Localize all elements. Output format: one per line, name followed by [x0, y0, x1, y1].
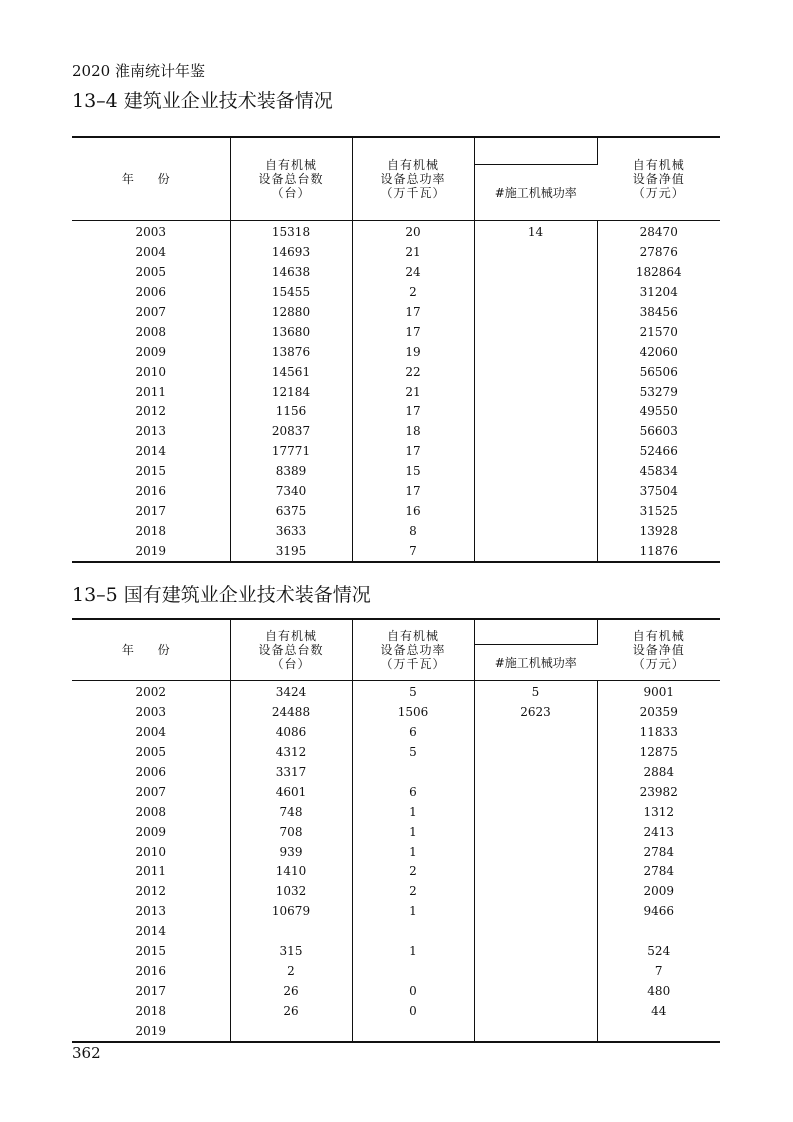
table-row: [72, 362, 720, 382]
cell-construction-power: [474, 743, 597, 763]
cell-net-value: 38456: [639, 305, 678, 319]
cell-year: 2009: [72, 342, 230, 362]
cell-power: 16: [352, 501, 474, 521]
cell-power: 15: [352, 462, 474, 482]
cell-power: 1: [352, 842, 474, 862]
cell-net-value: 37504: [639, 484, 678, 499]
table-row: [72, 482, 720, 502]
cell-net-value: 524: [647, 944, 671, 959]
cell-net-value: 11876: [597, 541, 720, 562]
header-year: 年 份: [72, 137, 230, 221]
header-machines: 自有机械 设备总台数 （台）: [230, 619, 352, 681]
cell-construction-power: [474, 1021, 597, 1042]
cell-year: 2015: [72, 942, 230, 962]
cell-net-value: 52466: [639, 444, 678, 459]
table-row: [72, 723, 720, 743]
cell-power: 2: [352, 283, 474, 303]
cell-year: 2011: [72, 862, 230, 882]
cell-machines: 13680: [230, 322, 352, 342]
cell-year: 2010: [72, 842, 230, 862]
cell-machines: 4086: [230, 723, 352, 743]
cell-year: 2018: [72, 1001, 230, 1021]
cell-machines: 12184: [230, 382, 352, 402]
cell-construction-power: [474, 402, 597, 422]
cell-net-value: 53279: [639, 384, 678, 399]
cell-net-value: 31525: [639, 503, 678, 518]
cell-year: 2018: [72, 521, 230, 541]
cell-construction-power: [474, 322, 597, 342]
cell-year: 2006: [72, 763, 230, 783]
table-row: [72, 283, 720, 303]
cell-net-value: 2784: [643, 844, 675, 859]
cell-year: 2016: [72, 482, 230, 502]
cell-year: 2008: [72, 322, 230, 342]
cell-machines: 4312: [230, 743, 352, 763]
cell-machines: [230, 1021, 352, 1042]
cell-machines: 748: [230, 802, 352, 822]
cell-net-value: 20359: [639, 705, 678, 720]
cell-year: 2012: [72, 402, 230, 422]
cell-machines: 7340: [230, 482, 352, 502]
cell-year: 2013: [72, 422, 230, 442]
cell-year: 2013: [72, 902, 230, 922]
cell-machines: 15455: [230, 283, 352, 303]
cell-net-value: 45834: [639, 464, 678, 479]
cell-year: 2006: [72, 283, 230, 303]
cell-construction-power: [474, 802, 597, 822]
cell-power: 1: [352, 822, 474, 842]
cell-construction-power: [474, 541, 597, 562]
cell-power: 5: [352, 681, 474, 703]
cell-net-value: 2009: [643, 884, 675, 899]
cell-construction-power: [474, 362, 597, 382]
header-net-value: 自有机械 设备净值 （万元）: [597, 619, 720, 681]
cell-power: 21: [352, 243, 474, 263]
cell-net-value: 56603: [639, 424, 678, 439]
cell-year: 2010: [72, 362, 230, 382]
cell-construction-power: [474, 942, 597, 962]
cell-construction-power: [474, 723, 597, 743]
cell-power: 6: [352, 723, 474, 743]
header-machines: 自有机械 设备总台数 （台）: [230, 137, 352, 221]
cell-net-value: 11833: [639, 725, 678, 740]
header-power: 自有机械 设备总功率 （万千瓦）: [352, 137, 474, 221]
cell-machines: 8389: [230, 462, 352, 482]
table-row: [72, 342, 720, 362]
cell-construction-power: [474, 482, 597, 502]
cell-power: 1: [352, 802, 474, 822]
cell-construction-power: [474, 961, 597, 981]
cell-net-value: 1312: [643, 804, 675, 819]
header-blank: [474, 137, 597, 165]
cell-net-value: 23982: [639, 784, 678, 799]
cell-construction-power: [474, 243, 597, 263]
running-head: 2020 淮南统计年鉴: [72, 62, 205, 80]
cell-year: 2003: [72, 221, 230, 243]
table-row: [72, 961, 720, 981]
cell-machines: 13876: [230, 342, 352, 362]
cell-power: [352, 922, 474, 942]
table-row: [72, 221, 720, 243]
cell-machines: 1410: [230, 862, 352, 882]
table-row: [72, 882, 720, 902]
cell-construction-power: [474, 922, 597, 942]
table-row: [72, 822, 720, 842]
cell-year: 2019: [72, 541, 230, 562]
cell-year: 2019: [72, 1021, 230, 1042]
cell-year: 2014: [72, 442, 230, 462]
cell-machines: 3195: [230, 541, 352, 562]
cell-net-value: [597, 1021, 720, 1042]
cell-machines: 6375: [230, 501, 352, 521]
cell-machines: 14638: [230, 263, 352, 283]
table-13-4: [72, 136, 720, 563]
cell-construction-power: [474, 782, 597, 802]
cell-year: 2012: [72, 882, 230, 902]
cell-power: 22: [352, 362, 474, 382]
table-row: [72, 263, 720, 283]
header-construction-power: #施工机械功率: [474, 165, 597, 221]
cell-machines: 315: [230, 942, 352, 962]
table-row: [72, 942, 720, 962]
cell-power: 17: [352, 322, 474, 342]
cell-construction-power: [474, 442, 597, 462]
table-row: [72, 981, 720, 1001]
table-row: [72, 442, 720, 462]
table-title-13-5: 13–5 国有建筑业企业技术装备情况: [72, 584, 371, 606]
cell-machines: 3317: [230, 763, 352, 783]
table-row: [72, 243, 720, 263]
cell-construction-power: [474, 263, 597, 283]
cell-machines: 12880: [230, 303, 352, 323]
cell-construction-power: [474, 1001, 597, 1021]
table-row: [72, 521, 720, 541]
cell-power: 21: [352, 382, 474, 402]
cell-year: 2005: [72, 743, 230, 763]
cell-power: [352, 961, 474, 981]
cell-machines: 2: [230, 961, 352, 981]
cell-construction-power: [474, 882, 597, 902]
cell-net-value: 56506: [639, 364, 678, 379]
cell-year: 2017: [72, 501, 230, 521]
table-row: [72, 501, 720, 521]
cell-power: 0: [352, 981, 474, 1001]
cell-net-value: 182864: [635, 265, 682, 280]
cell-machines: 4601: [230, 782, 352, 802]
cell-construction-power: [474, 902, 597, 922]
table-row: [72, 382, 720, 402]
cell-construction-power: [474, 382, 597, 402]
table-title-13-4: 13–4 建筑业企业技术装备情况: [72, 90, 333, 112]
table-13-5: [72, 618, 720, 1043]
cell-power: [352, 1021, 474, 1042]
cell-year: 2004: [72, 723, 230, 743]
cell-net-value: 12875: [639, 745, 678, 760]
cell-construction-power: 14: [474, 221, 597, 243]
cell-construction-power: [474, 283, 597, 303]
cell-net-value: 44: [651, 1003, 667, 1018]
page-number: 362: [72, 1044, 101, 1062]
cell-net-value: 21570: [639, 324, 678, 339]
table-row: [72, 782, 720, 802]
cell-power: 17: [352, 442, 474, 462]
cell-machines: 14561: [230, 362, 352, 382]
cell-year: 2009: [72, 822, 230, 842]
cell-power: 1: [352, 942, 474, 962]
cell-machines: 1156: [230, 402, 352, 422]
cell-machines: 708: [230, 822, 352, 842]
table-row: [72, 1001, 720, 1021]
cell-net-value: 2784: [643, 864, 675, 879]
cell-year: 2005: [72, 263, 230, 283]
table-row: [72, 402, 720, 422]
cell-power: 5: [352, 743, 474, 763]
cell-machines: [230, 922, 352, 942]
table-row: [72, 902, 720, 922]
cell-net-value: 27876: [639, 245, 678, 260]
table-row: [72, 802, 720, 822]
cell-net-value: 28470: [639, 225, 678, 240]
cell-power: 19: [352, 342, 474, 362]
cell-net-value: 31204: [639, 285, 678, 300]
cell-power: 1506: [352, 703, 474, 723]
table-row: [72, 462, 720, 482]
cell-year: 2002: [72, 681, 230, 703]
table-row: [72, 922, 720, 942]
cell-net-value: 480: [647, 983, 671, 998]
cell-year: 2008: [72, 802, 230, 822]
header-blank: [474, 619, 597, 645]
cell-machines: 15318: [230, 221, 352, 243]
cell-construction-power: [474, 862, 597, 882]
header-net-value: 自有机械 设备净值 （万元）: [597, 137, 720, 221]
cell-net-value: 2884: [643, 765, 675, 779]
table-row: [72, 703, 720, 723]
cell-year: 2007: [72, 303, 230, 323]
cell-power: 6: [352, 782, 474, 802]
header-year: 年 份: [72, 619, 230, 681]
cell-construction-power: [474, 763, 597, 783]
table-row: [72, 862, 720, 882]
cell-machines: 26: [230, 1001, 352, 1021]
cell-year: 2017: [72, 981, 230, 1001]
cell-power: 7: [352, 541, 474, 562]
table-row: [72, 681, 720, 703]
cell-construction-power: [474, 822, 597, 842]
cell-net-value: 13928: [639, 523, 678, 538]
table-row: [72, 1021, 720, 1042]
cell-construction-power: [474, 521, 597, 541]
table-row: [72, 541, 720, 562]
table-row: [72, 763, 720, 783]
cell-year: 2015: [72, 462, 230, 482]
cell-power: 24: [352, 263, 474, 283]
cell-construction-power: [474, 981, 597, 1001]
cell-net-value: 2413: [643, 824, 675, 839]
cell-power: 1: [352, 902, 474, 922]
cell-power: 17: [352, 303, 474, 323]
cell-machines: 1032: [230, 882, 352, 902]
cell-year: 2003: [72, 703, 230, 723]
cell-machines: 3633: [230, 521, 352, 541]
table-row: [72, 743, 720, 763]
cell-construction-power: [474, 422, 597, 442]
cell-power: 0: [352, 1001, 474, 1021]
cell-power: [352, 763, 474, 783]
cell-power: 2: [352, 882, 474, 902]
cell-year: 2004: [72, 243, 230, 263]
cell-power: 20: [352, 221, 474, 243]
cell-construction-power: [474, 842, 597, 862]
cell-construction-power: 5: [474, 681, 597, 703]
cell-net-value: 9001: [643, 685, 675, 700]
cell-machines: 17771: [230, 442, 352, 462]
cell-year: 2016: [72, 961, 230, 981]
table-row: [72, 842, 720, 862]
cell-power: 18: [352, 422, 474, 442]
cell-year: 2014: [72, 922, 230, 942]
cell-power: 2: [352, 862, 474, 882]
cell-net-value: 49550: [639, 404, 678, 419]
cell-net-value: [597, 922, 720, 942]
cell-machines: 10679: [230, 902, 352, 922]
cell-construction-power: [474, 462, 597, 482]
header-construction-power: #施工机械功率: [474, 645, 597, 681]
cell-construction-power: [474, 501, 597, 521]
cell-net-value: 42060: [639, 344, 678, 359]
cell-machines: 14693: [230, 243, 352, 263]
cell-net-value: 7: [654, 963, 663, 978]
cell-construction-power: [474, 342, 597, 362]
cell-construction-power: [474, 303, 597, 323]
table-row: [72, 303, 720, 323]
cell-net-value: 9466: [643, 904, 675, 919]
cell-machines: 20837: [230, 422, 352, 442]
cell-year: 2007: [72, 782, 230, 802]
cell-machines: 26: [230, 981, 352, 1001]
cell-machines: 939: [230, 842, 352, 862]
cell-year: 2011: [72, 382, 230, 402]
cell-power: 8: [352, 521, 474, 541]
cell-construction-power: 2623: [474, 703, 597, 723]
table-row: [72, 422, 720, 442]
table-row: [72, 322, 720, 342]
header-power: 自有机械 设备总功率 （万千瓦）: [352, 619, 474, 681]
cell-machines: 24488: [230, 703, 352, 723]
cell-power: 17: [352, 402, 474, 422]
cell-machines: 3424: [230, 681, 352, 703]
cell-power: 17: [352, 482, 474, 502]
